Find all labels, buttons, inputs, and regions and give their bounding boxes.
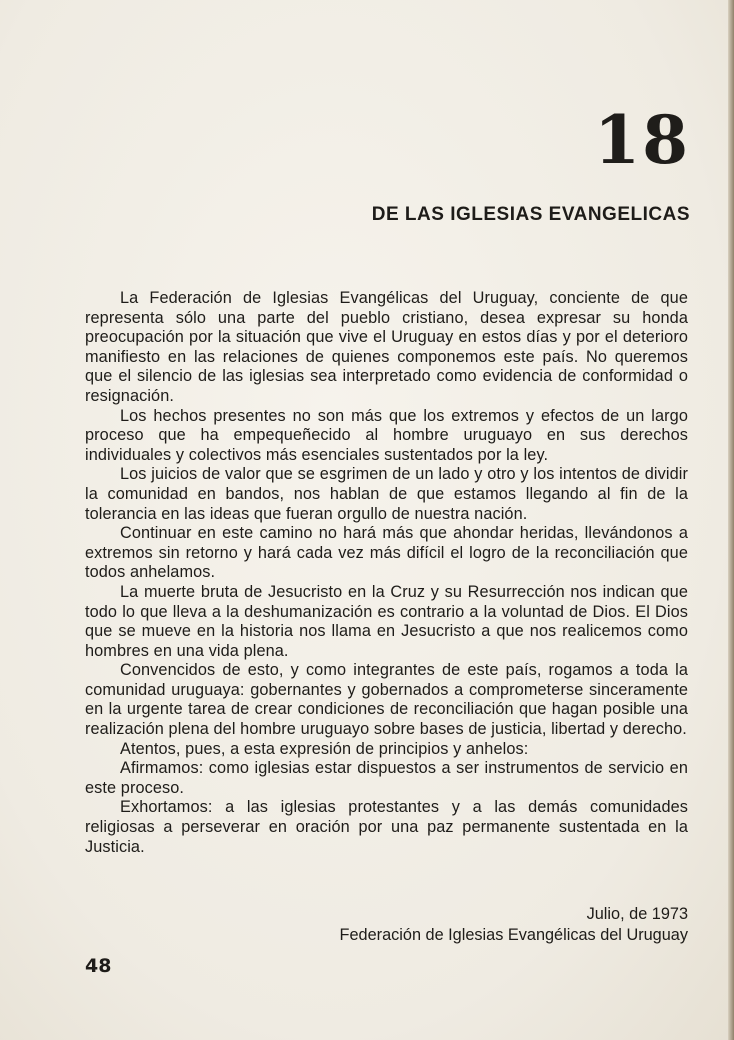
paragraph: Los juicios de valor que se esgrimen de un lado y otro y los intentos de dividir la comunidad en bandos, nos hablan de que estamos llegando al fin de la tolerancia en las ideas que fueran orgullo de nuestra nación. <box>85 465 688 523</box>
signature-block <box>340 904 688 946</box>
signature-organization: Federación de Iglesias Evangélicas del Uruguay <box>339 926 688 944</box>
signature-date: Julio, de 1973 <box>586 905 688 923</box>
paragraph: Convencidos de esto, y como integrantes de este país, rogamos a toda la comunidad uruguaya: gobernantes y gobernados a comprometerse sinceramente en la urgente tarea de crear condiciones de reconciliación que hagan posible una realización plena del hombre uruguayo sobre bases de justicia, libertad y derecho. <box>85 661 688 739</box>
paragraph: Afirmamos: como iglesias estar dispuestos a ser instrumentos de servicio en este proceso. <box>85 759 688 797</box>
chapter-title: DE LAS IGLESIAS EVANGELICAS <box>371 204 690 225</box>
body-text <box>85 289 688 857</box>
paragraph: Continuar en este camino no hará más que ahondar heridas, llevándonos a extremos sin retorno y hará cada vez más difícil el logro de la reconciliación que todos anhelamos. <box>85 524 688 582</box>
page-number: 48 <box>85 955 112 977</box>
paragraph: Exhortamos: a las iglesias protestantes y a las demás comunidades religiosas a perseverar en oración por una paz permanente sustentada en la Justicia. <box>85 798 688 856</box>
paragraph: La Federación de Iglesias Evangélicas del Uruguay, conciente de que representa sólo una parte del pueblo cristiano, desea expresar su honda preocupación por la situación que vive el Uruguay en estos días y por el deterioro manifiesto en las relaciones de quienes componemos este país. No queremos que el silencio de las iglesias sea interpretado como evidencia de conformidad o resignación. <box>85 289 688 405</box>
page-edge <box>728 0 734 1040</box>
paragraph: Los hechos presentes no son más que los extremos y efectos de un largo proceso que ha empequeñecido al hombre uruguayo en sus derechos individuales y colectivos más esenciales sustentados por la ley. <box>85 406 688 464</box>
chapter-number: 18 <box>594 101 690 179</box>
paragraph: La muerte bruta de Jesucristo en la Cruz y su Resurrección nos indican que todo lo que lleva a la deshumanización es contrario a la voluntad de Dios. El Dios que se mueve en la historia nos llama en Jesucristo a que nos realicemos como hombres en una vida plena. <box>85 582 688 660</box>
paragraph: Atentos, pues, a esta expresión de principios y anhelos: <box>120 739 529 758</box>
